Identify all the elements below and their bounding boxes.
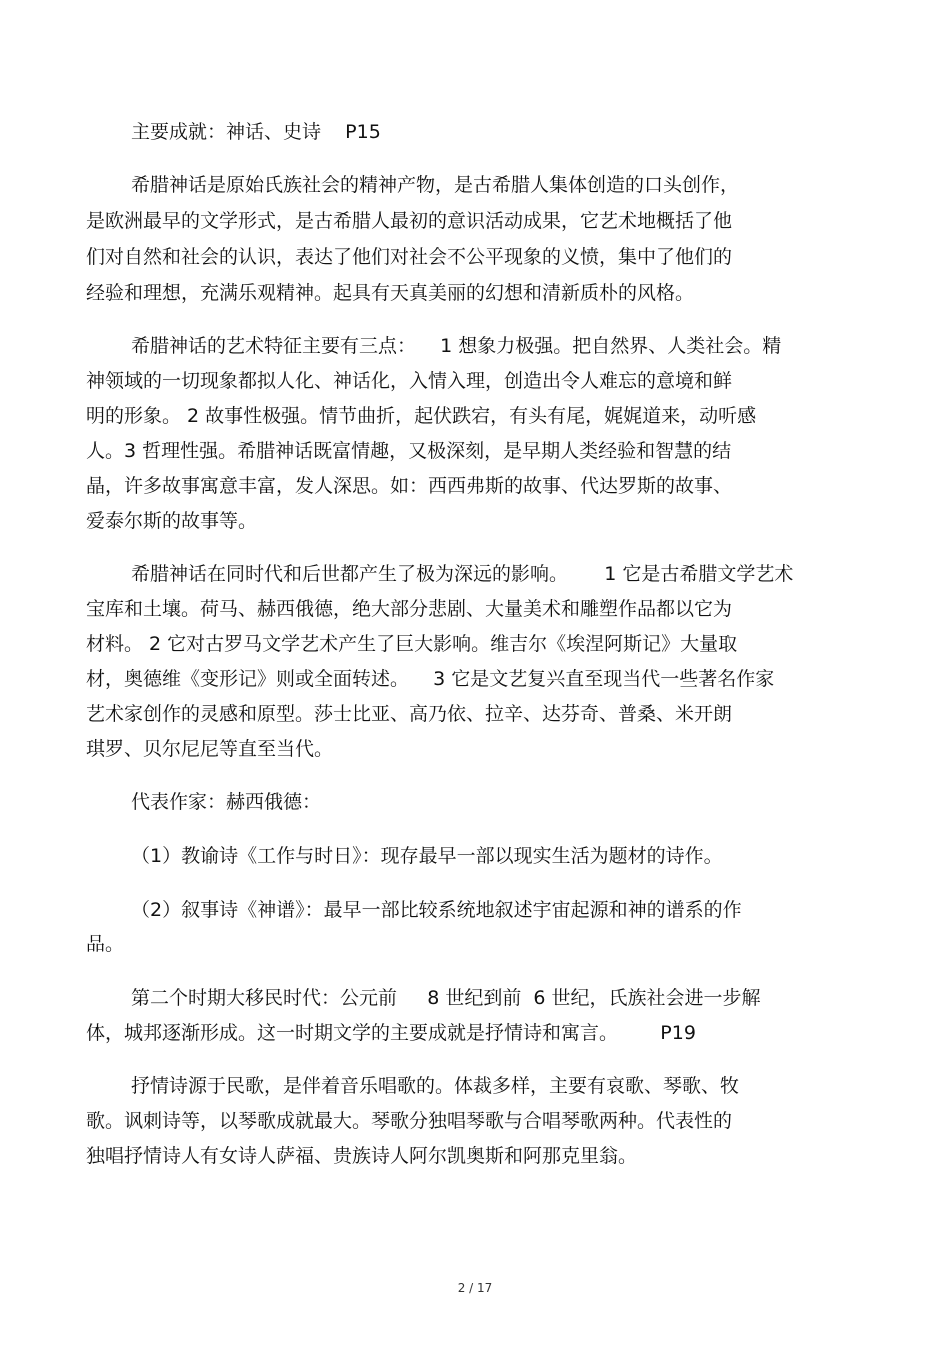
section-heading: 主要成就：神话、史诗 P15 bbox=[131, 121, 381, 143]
paragraph-line: 人。3 哲理性强。希腊神话既富情趣，又极深刻，是早期人类经验和智慧的结 bbox=[86, 440, 732, 462]
paragraph-line: 歌。讽刺诗等，以琴歌成就最大。琴歌分独唱琴歌与合唱琴歌两种。代表性的 bbox=[86, 1110, 733, 1132]
paragraph-line: 们对自然和社会的认识，表达了他们对社会不公平现象的义愤，集中了他们的 bbox=[86, 246, 733, 268]
paragraph-line: 琪罗、贝尔尼尼等直至当代。 bbox=[86, 738, 334, 760]
paragraph-line: 独唱抒情诗人有女诗人萨福、贵族诗人阿尔凯奥斯和阿那克里翁。 bbox=[86, 1145, 638, 1167]
paragraph-line: 晶，许多故事寓意丰富，发人深思。如：西西弗斯的故事、代达罗斯的故事、 bbox=[86, 475, 733, 497]
paragraph-line: 希腊神话在同时代和后世都产生了极为深远的影响。 1 它是古希腊文学艺术 bbox=[131, 563, 794, 585]
work-item: （1）教谕诗《工作与时日》：现存最早一部以现实生活为题材的诗作。 bbox=[131, 845, 723, 867]
paragraph-line: 宝库和土壤。荷马、赫西俄德，绝大部分悲剧、大量美术和雕塑作品都以它为 bbox=[86, 598, 733, 620]
paragraph-line: 抒情诗源于民歌，是伴着音乐唱歌的。体裁多样，主要有哀歌、琴歌、牧 bbox=[131, 1075, 740, 1097]
page-number: 2 / 17 bbox=[457, 1281, 493, 1295]
paragraph-line: 品。 bbox=[86, 933, 125, 955]
paragraph-line: 希腊神话的艺术特征主要有三点： 1 想象力极强。把自然界、人类社会。精 bbox=[131, 335, 782, 357]
paragraph-line: 神领域的一切现象都拟人化、神话化，入情入理，创造出令人难忘的意境和鲜 bbox=[86, 370, 733, 392]
paragraph-line: 体，城邦逐渐形成。这一时期文学的主要成就是抒情诗和寓言。 P19 bbox=[86, 1022, 696, 1044]
paragraph-line: 是欧洲最早的文学形式，是古希腊人最初的意识活动成果，它艺术地概括了他 bbox=[86, 210, 733, 232]
paragraph-line: 爱泰尔斯的故事等。 bbox=[86, 510, 258, 532]
paragraph-line: 经验和理想，充满乐观精神。起具有天真美丽的幻想和清新质朴的风格。 bbox=[86, 282, 695, 304]
paragraph-line: 材料。 2 它对古罗马文学艺术产生了巨大影响。维吉尔《埃涅阿斯记》大量取 bbox=[86, 633, 738, 655]
work-item: （2）叙事诗《神谱》：最早一部比较系统地叙述宇宙起源和神的谱系的作 bbox=[131, 899, 742, 921]
paragraph-line: 艺术家创作的灵感和原型。莎士比亚、高乃依、拉辛、达芬奇、普桑、米开朗 bbox=[86, 703, 733, 725]
paragraph-line: 第二个时期大移民时代：公元前 8 世纪到前 6 世纪，氏族社会进一步解 bbox=[131, 987, 761, 1009]
paragraph-line: 希腊神话是原始氏族社会的精神产物，是古希腊人集体创造的口头创作， bbox=[131, 174, 740, 196]
paragraph-line: 明的形象。 2 故事性极强。情节曲折，起伏跌宕，有头有尾，娓娓道来，动听感 bbox=[86, 405, 757, 427]
representative-author: 代表作家：赫西俄德： bbox=[131, 791, 322, 813]
paragraph-line: 材，奥德维《变形记》则或全面转述。 3 它是文艺复兴直至现当代一些著名作家 bbox=[86, 668, 775, 690]
